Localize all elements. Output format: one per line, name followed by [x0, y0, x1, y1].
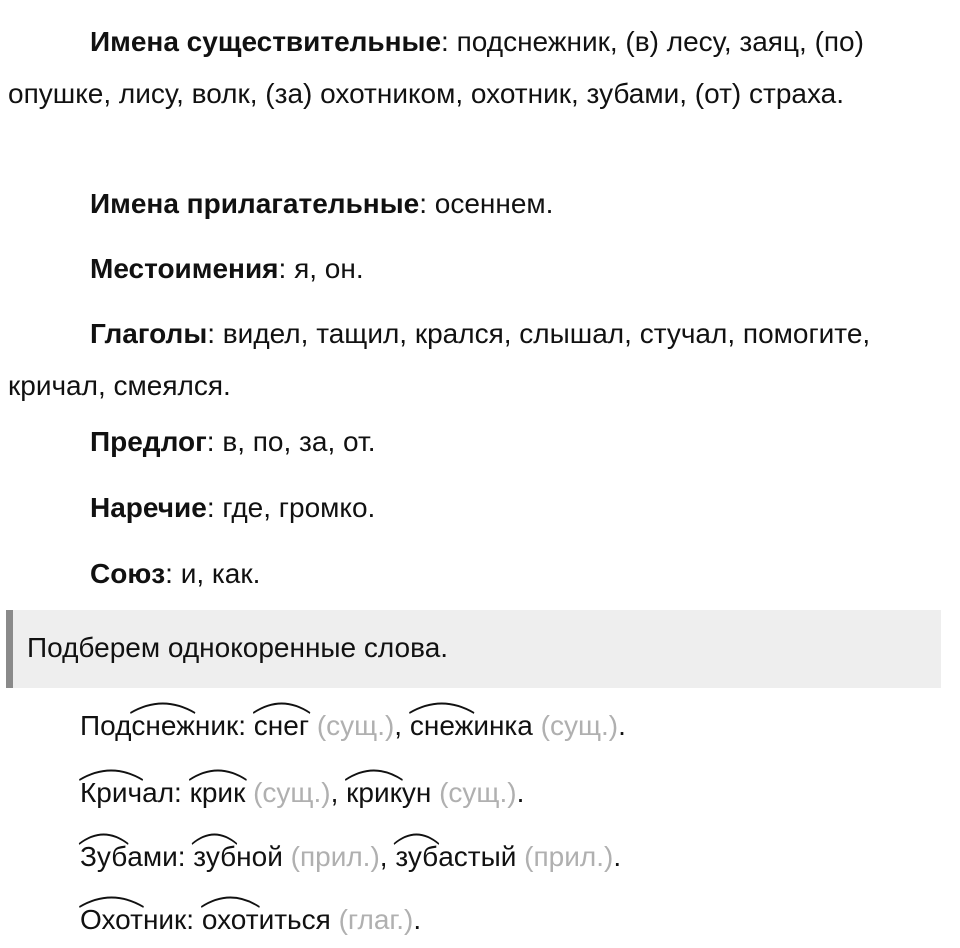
part-of-speech-tag: (сущ.) [431, 777, 517, 808]
root-text: зуб [395, 841, 439, 872]
root-text: крик [189, 777, 246, 808]
separator: : [186, 904, 202, 935]
word-root [190, 773, 246, 813]
prepositions-paragraph [8, 416, 938, 468]
related-words-line [80, 706, 626, 746]
part-of-speech-term: Имена прилагательные [90, 188, 420, 219]
punctuation: . [618, 710, 626, 741]
root-arc-mark [78, 890, 145, 908]
word-root [395, 837, 438, 877]
word-root [193, 837, 236, 877]
separator: : [174, 777, 190, 808]
part-of-speech-words: : и, как. [165, 558, 261, 589]
root-arc-mark [188, 763, 248, 781]
root-text: крик [346, 777, 402, 808]
separator: : [238, 710, 254, 741]
root-text: снеж [409, 710, 474, 741]
base-word-suffix: ник [194, 710, 239, 741]
part-of-speech-term: Местоимения [90, 253, 279, 284]
part-of-speech-tag: (прил.) [516, 841, 614, 872]
punctuation: . [413, 904, 422, 935]
task-callout [6, 610, 941, 688]
root-arc-mark [200, 890, 261, 908]
part-of-speech-tag: (глаг.) [330, 904, 414, 935]
root-arc-mark [78, 763, 144, 781]
word-root [410, 706, 473, 746]
part-of-speech-term: Имена существительные [90, 26, 442, 57]
punctuation: , [394, 710, 410, 741]
base-word-prefix: Под [80, 710, 132, 741]
word-root [202, 900, 259, 940]
conjunctions-paragraph [8, 548, 938, 600]
part-of-speech-words: : осеннем. [419, 188, 554, 219]
part-of-speech-tag: (сущ.) [245, 777, 331, 808]
part-of-speech-tag: (сущ.) [532, 710, 619, 741]
part-of-speech-words: : я, он. [278, 253, 364, 284]
part-of-speech-term: Наречие [90, 492, 207, 523]
root-text: зуб [193, 841, 237, 872]
root-text: Охот [80, 904, 143, 935]
word-root [254, 706, 309, 746]
word-suffix: ун [401, 777, 432, 808]
part-of-speech-words: : видел, тащил, крался, слышал, стучал, помогите, кричал, смеялся. [8, 318, 871, 401]
root-arc-mark [393, 827, 440, 845]
part-of-speech-term: Глаголы [90, 318, 208, 349]
word-suffix: ной [236, 841, 283, 872]
root-arc-mark [408, 696, 475, 714]
related-words-line [80, 773, 524, 813]
word-root [80, 837, 127, 877]
word-root [131, 706, 194, 746]
punctuation: . [516, 777, 525, 808]
base-word-suffix: ами [127, 841, 178, 872]
word-suffix: астый [438, 841, 517, 872]
base-word-suffix: ал [142, 777, 175, 808]
root-text: Крич [80, 777, 143, 808]
punctuation: . [613, 841, 622, 872]
word-root [346, 773, 402, 813]
part-of-speech-words: : где, громко. [206, 492, 376, 523]
root-text: охот [201, 904, 259, 935]
root-arc-mark [129, 696, 196, 714]
root-text: снеж [131, 710, 195, 741]
root-arc-mark [191, 827, 238, 845]
root-arc-mark [344, 763, 404, 781]
verbs-paragraph [8, 308, 938, 412]
callout-text: Подберем однокоренные слова. [27, 632, 449, 663]
word-root [80, 900, 143, 940]
related-words-line [80, 837, 621, 877]
root-text: снег [253, 710, 310, 741]
punctuation: , [379, 841, 396, 872]
related-words-line [80, 900, 421, 940]
punctuation: , [330, 777, 347, 808]
word-suffix: инка [473, 710, 533, 741]
pronouns-paragraph [8, 243, 938, 295]
part-of-speech-tag: (прил.) [282, 841, 380, 872]
part-of-speech-term: Союз [90, 558, 166, 589]
separator: : [177, 841, 194, 872]
adjectives-paragraph [8, 178, 938, 230]
part-of-speech-words: : в, по, за, от. [206, 426, 376, 457]
part-of-speech-tag: (сущ.) [309, 710, 395, 741]
word-suffix: иться [258, 904, 331, 935]
root-arc-mark [252, 696, 311, 714]
root-text: Зуб [80, 841, 128, 872]
nouns-paragraph [8, 16, 938, 120]
word-root [80, 773, 142, 813]
part-of-speech-term: Предлог [90, 426, 207, 457]
root-arc-mark [78, 827, 129, 845]
base-word-suffix: ник [142, 904, 187, 935]
part-of-speech-words: : подснежник, (в) лесу, заяц, (по) опушке, лису, волк, (за) охотником, охотник, зубами, (от) страха. [8, 26, 864, 109]
adverbs-paragraph [8, 482, 938, 534]
